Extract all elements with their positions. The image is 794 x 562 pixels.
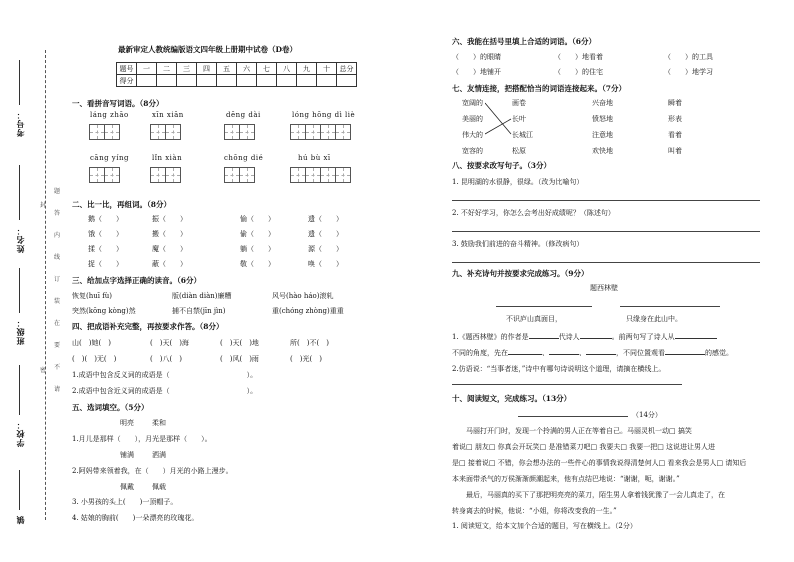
pronunciation-item[interactable]: 恢复(huī fù) xyxy=(72,292,113,300)
match-word[interactable]: 画卷 xyxy=(512,99,526,107)
exam-number-label: 考号： xyxy=(15,110,25,137)
table-cell: 十 xyxy=(317,63,337,75)
blank[interactable] xyxy=(549,354,579,355)
text: 1.《题西林壁》的作者是 xyxy=(452,333,529,341)
text: 的感觉。 xyxy=(705,349,733,357)
table-cell: 五 xyxy=(217,63,237,75)
pinyin: dēng dài xyxy=(226,111,261,119)
text: 代诗人 xyxy=(558,333,580,341)
match-word[interactable]: 宽阔的 xyxy=(462,99,483,107)
passage-line: 最后，马丽真的买下了那把明亮亮的菜刀，陌生男人拿着钱犹豫了一会儿真走了，在 xyxy=(452,491,725,499)
class-line[interactable] xyxy=(19,268,20,313)
score-cell[interactable] xyxy=(137,75,157,87)
table-cell: 九 xyxy=(297,63,317,75)
school-line[interactable] xyxy=(19,365,20,415)
section-8-heading: 八、按要求改写句子。（3分） xyxy=(452,161,551,170)
compare-item[interactable]: 蔽（ ） xyxy=(152,260,187,268)
word-choice: 佩戴 xyxy=(120,483,134,491)
pronunciation-item[interactable]: 重(chóng zhòng)重重 xyxy=(272,307,344,315)
name-line[interactable] xyxy=(19,165,20,220)
seal-char: 答 xyxy=(54,210,61,217)
seal-char: 请 xyxy=(54,386,61,393)
table-cell: 七 xyxy=(257,63,277,75)
pinyin: lóng hōng dì liè xyxy=(292,111,356,119)
compare-item[interactable]: 振（ ） xyxy=(152,215,187,223)
town-line[interactable] xyxy=(19,470,20,510)
poem-blank[interactable] xyxy=(496,306,592,307)
table-cell: 题号 xyxy=(117,63,137,75)
writing-grid[interactable] xyxy=(290,124,350,140)
table-cell: 六 xyxy=(237,63,257,75)
text: ，不同位置观看 xyxy=(616,349,665,357)
match-word[interactable]: 瞬着 xyxy=(668,99,682,107)
fill-question[interactable]: 3. 小男孩的头上( )一顶帽子。 xyxy=(72,498,178,506)
score-note: （14分） xyxy=(632,411,662,419)
compare-item[interactable]: 揉（ ） xyxy=(88,245,123,253)
writing-grid[interactable] xyxy=(89,167,119,183)
seal-char: 装 xyxy=(54,298,61,305)
writing-grid[interactable] xyxy=(150,124,180,140)
poem-question: 不同的角度，先在 、 、 ，不同位置观看 的感觉。 xyxy=(452,349,733,357)
compare-item[interactable]: 敬（ ） xyxy=(240,260,275,268)
blank[interactable] xyxy=(675,338,717,339)
table-cell: 总分 xyxy=(337,63,357,75)
score-cell[interactable] xyxy=(157,75,177,87)
pronunciation-item[interactable]: 捕不自禁(jīn jìn) xyxy=(172,307,226,315)
passage-line: 着说□ 朋友□ 你真会开玩笑□ 是准错菜刀吧□ 我要夫□ 我要一把□ 这说进让男人进 xyxy=(452,443,716,451)
seal-line xyxy=(45,50,46,520)
title-answer-line[interactable] xyxy=(518,416,628,417)
section-7-heading: 七、友情连接，把搭配恰当的词语连接起来。（7分） xyxy=(452,84,626,93)
compare-item[interactable]: 偷（ ） xyxy=(240,230,275,238)
score-cell[interactable] xyxy=(197,75,217,87)
poem-question xyxy=(452,332,717,342)
answer-line[interactable] xyxy=(452,262,760,263)
seal-char: 不 xyxy=(54,364,61,371)
writing-grid[interactable] xyxy=(224,124,254,140)
score-cell[interactable] xyxy=(237,75,257,87)
idiom-item[interactable]: ( )光( ) xyxy=(290,355,322,363)
fill-item[interactable]: （ ）地铺开 xyxy=(452,68,501,76)
rewrite-question: 3. 鼓励我们前进的奋斗精神。（修改病句） xyxy=(452,240,584,248)
section-1-heading: 一、看拼音写词语。（8分） xyxy=(72,99,164,108)
compare-item[interactable]: 唤（ ） xyxy=(308,260,343,268)
match-word[interactable]: 欢快地 xyxy=(592,147,613,155)
compare-item[interactable]: 鹅（ ） xyxy=(88,215,123,223)
score-cell[interactable] xyxy=(297,75,317,87)
table-cell: 二 xyxy=(157,63,177,75)
blank[interactable] xyxy=(586,354,616,355)
passage-line: 马丽打开门时，发现一个拎满的男人正在等着自己。马丽灵机一动□ 搞笑 xyxy=(452,427,692,435)
blank[interactable] xyxy=(580,338,612,339)
table-cell: 三 xyxy=(177,63,197,75)
score-cell[interactable] xyxy=(317,75,337,87)
section-9-heading: 九、补充诗句并按要求完成练习。（9分） xyxy=(452,269,589,278)
compare-item[interactable]: 饿（ ） xyxy=(88,230,123,238)
poem-title: 题西林壁 xyxy=(590,284,618,292)
match-word[interactable]: 松原 xyxy=(512,147,526,155)
pronunciation-item[interactable]: 突然(kōng kòng)然 xyxy=(72,307,136,315)
poem-question: 2.仿语说：“当事者迷，”诗中有哪句诗说明这个道理，请摘在横线上。 xyxy=(452,365,666,373)
score-table-score-row xyxy=(117,75,357,87)
match-lines xyxy=(485,98,513,148)
answer-line[interactable] xyxy=(452,384,682,385)
writing-grid[interactable] xyxy=(89,124,119,140)
answer-line[interactable] xyxy=(452,200,760,201)
score-cell[interactable] xyxy=(257,75,277,87)
match-word[interactable]: 注意地 xyxy=(592,131,613,139)
pinyin: lǐn xiàn xyxy=(152,154,183,162)
table-cell: 八 xyxy=(277,63,297,75)
match-word[interactable]: 宽容的 xyxy=(462,147,483,155)
match-word[interactable]: 愤怒地 xyxy=(592,115,613,123)
poem-blank[interactable] xyxy=(620,306,720,307)
idiom-item[interactable]: ( )天( )海 xyxy=(150,339,189,347)
blank[interactable] xyxy=(665,354,705,355)
rewrite-question: 2. 不好好学习，你怎么会考出好成绩呢？（陈述句） xyxy=(452,209,615,217)
idiom-item[interactable]: ( )天( )地 xyxy=(220,339,259,347)
section-6-heading: 六、我能在括号里填上合适的词语。（6分） xyxy=(452,37,596,46)
rewrite-question: 1. 昆明湖的水很静，很绿。（改为比喻句） xyxy=(452,178,584,186)
score-cell[interactable] xyxy=(217,75,237,87)
score-table-header-row xyxy=(117,63,357,75)
idiom-item[interactable]: ( )风( )雨 xyxy=(220,355,259,363)
pinyin: chōng dié xyxy=(224,154,264,162)
word-choice: 洒满 xyxy=(152,451,166,459)
match-word[interactable]: 美丽的 xyxy=(462,115,483,123)
class-label: 班级： xyxy=(15,318,25,345)
idiom-item[interactable]: ( )八( ) xyxy=(150,355,182,363)
match-line xyxy=(485,103,511,134)
compare-item[interactable]: 捉（ ） xyxy=(88,260,123,268)
name-label: 姓名： xyxy=(15,226,25,253)
compare-item[interactable]: 愉（ ） xyxy=(240,215,275,223)
compare-item[interactable]: 魔（ ） xyxy=(152,245,187,253)
pinyin: hú bù xī xyxy=(298,154,331,162)
seal-char: 要 xyxy=(54,342,61,349)
match-word[interactable]: 形表 xyxy=(668,115,682,123)
table-cell: 得分 xyxy=(117,75,137,87)
pronunciation-item[interactable]: 版(diàn diàn)廉糟 xyxy=(172,292,232,300)
match-word[interactable]: 长城江 xyxy=(512,131,533,139)
seal-char: 密 xyxy=(40,367,47,374)
pinyin: láng zhāo xyxy=(90,111,129,119)
reading-question: 1. 阅读短文，给本文加个合适的题目，写在横线上。（2分） xyxy=(452,522,637,530)
word-choice: 佩载 xyxy=(152,483,166,491)
match-word[interactable]: 长叶 xyxy=(512,115,526,123)
seal-char: 题 xyxy=(54,188,61,195)
fill-item[interactable]: （ ）的住宅 xyxy=(554,68,603,76)
score-cell[interactable] xyxy=(177,75,197,87)
text: 不同的角度，先在 xyxy=(452,349,508,357)
writing-grid[interactable] xyxy=(290,167,350,183)
town-label: 镇 xyxy=(15,515,25,524)
passage-line: 本来面带杀气的万侯渐渐颜潮起来，他有点结巴地说：“谢谢，呃，谢谢。” xyxy=(452,475,680,483)
writing-grid[interactable] xyxy=(150,167,180,183)
pinyin: cāng yíng xyxy=(90,154,129,162)
idiom-question: 1.成语中包含反义词的成语是（ ）。 xyxy=(72,371,258,379)
fill-item[interactable]: （ ）地学习 xyxy=(664,68,713,76)
idiom-item[interactable]: 所( )不( ) xyxy=(290,339,329,347)
match-word[interactable]: 伟大的 xyxy=(462,131,483,139)
pronunciation-item[interactable]: 风号(hào háo)滚轧 xyxy=(272,292,334,300)
writing-grid[interactable] xyxy=(224,167,254,183)
compare-item[interactable]: 源（ ） xyxy=(308,245,343,253)
section-4-heading: 四、把成语补充完整，再按要求作答。（8分） xyxy=(72,322,224,331)
match-word[interactable]: 看着 xyxy=(668,131,682,139)
section-2-heading: 二、比一比，再组词。（8分） xyxy=(72,200,171,209)
section-3-heading: 三、给加点字选择正确的读音。（6分） xyxy=(72,276,201,285)
seal-char: 内 xyxy=(54,232,61,239)
fill-item[interactable]: （ ）的眼睛 xyxy=(452,53,501,61)
score-table xyxy=(116,62,357,87)
compare-item[interactable]: 遗（ ） xyxy=(308,215,343,223)
word-choice: 铺满 xyxy=(120,451,134,459)
poem-line: 只缘身在此山中。 xyxy=(626,315,682,323)
exam-number-line[interactable] xyxy=(19,60,20,105)
compare-item[interactable]: 躺（ ） xyxy=(240,245,275,253)
passage-line: 转身离去的时候，他说：“小姐，你将改变我的一生。” xyxy=(452,507,617,515)
word-choice: 柔和 xyxy=(152,419,166,427)
match-word[interactable]: 叫着 xyxy=(668,147,682,155)
fill-item[interactable]: （ ）地看着 xyxy=(554,53,603,61)
page-title: 最新审定人教统编版语文四年级上册期中试卷（D卷） xyxy=(118,45,298,54)
pinyin: xīn xiān xyxy=(152,111,184,119)
seal-char: 订 xyxy=(54,276,61,283)
text: 。前两句写了诗人从 xyxy=(611,333,675,341)
match-line xyxy=(485,119,511,134)
passage-line: 是□ 接着说□ 不错，你会想办法的一些件心的事情我说得清楚何人□ 看来我会是男人□ 请知后 xyxy=(452,459,747,467)
fill-item[interactable]: （ ）的工具 xyxy=(664,53,713,61)
answer-line[interactable] xyxy=(452,231,760,232)
section-10-heading: 十、阅读短文，完成练习。（13分） xyxy=(452,394,572,403)
school-label: 学校： xyxy=(15,420,25,447)
fill-question[interactable]: 1.月儿是那样（ ），月光是那样（ ）。 xyxy=(72,435,212,443)
section-5-heading: 五、选词填空。（5分） xyxy=(72,403,149,412)
idiom-item[interactable]: ( )( )无( ) xyxy=(72,355,117,363)
compare-item[interactable]: 搬（ ） xyxy=(152,230,187,238)
match-word[interactable]: 兴奋地 xyxy=(592,99,613,107)
fill-question[interactable]: 2.阿妈带来领着我，在（ ）月光的小路上漫步。 xyxy=(72,467,233,475)
seal-char: 封 xyxy=(40,202,47,209)
seal-char: 在 xyxy=(54,320,61,327)
score-cell[interactable] xyxy=(277,75,297,87)
blank[interactable] xyxy=(508,354,542,355)
blank[interactable] xyxy=(529,338,559,339)
idiom-item[interactable]: 山( )她( ) xyxy=(72,339,111,347)
table-cell: 四 xyxy=(197,63,217,75)
seal-char: 线 xyxy=(54,254,61,261)
word-choice: 明亮 xyxy=(120,419,134,427)
compare-item[interactable]: 遗（ ） xyxy=(308,230,343,238)
poem-line: 不识庐山真面目， xyxy=(506,315,562,323)
table-cell: 一 xyxy=(137,63,157,75)
fill-question[interactable]: 4. 姑娘的胸前( )一朵漂亮的玫瑰花。 xyxy=(72,514,199,522)
idiom-question: 2.成语中包含近义词的成语是（ ）。 xyxy=(72,387,258,395)
score-cell[interactable] xyxy=(337,75,357,87)
